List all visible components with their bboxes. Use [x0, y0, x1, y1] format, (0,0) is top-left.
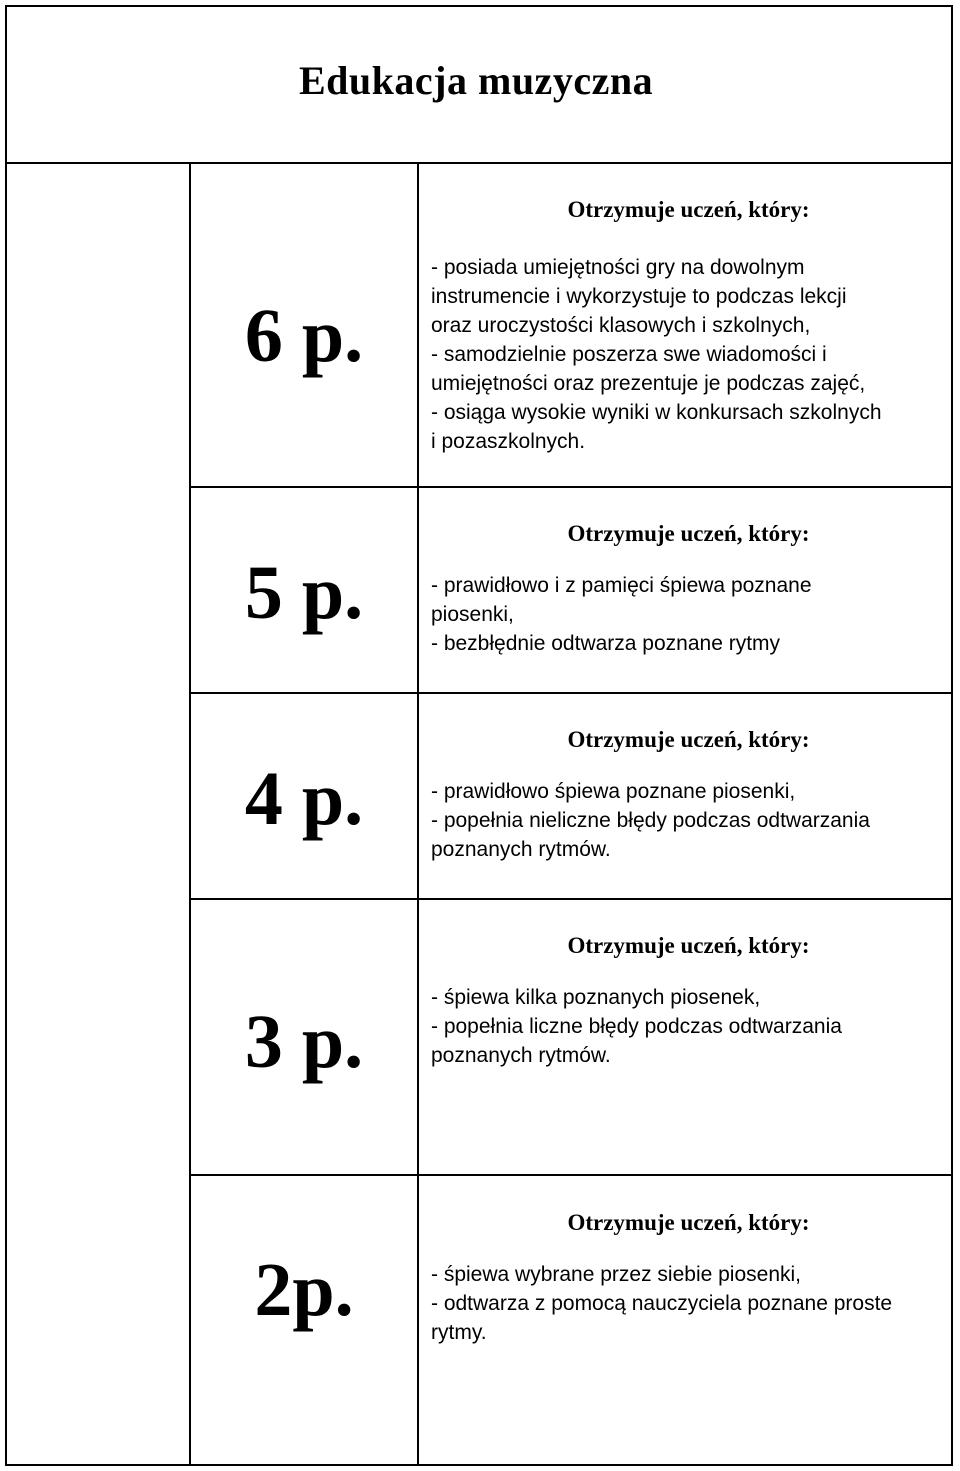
criteria-line: umiejętności oraz prezentuje je podczas zajęć, [431, 372, 866, 395]
criteria-body [431, 253, 946, 456]
criteria-line: instrumencie i wykorzystuje to podczas lekcji [431, 285, 847, 308]
row-divider [189, 692, 951, 694]
criteria-line: poznanych rytmów. [431, 838, 611, 861]
grading-table [5, 5, 953, 1466]
criteria-line: i pozaszkolnych. [431, 430, 586, 453]
criteria-header: Otrzymuje uczeń, który: [567, 727, 810, 752]
title-row [7, 7, 951, 164]
grade-6: 6 p. [244, 294, 364, 378]
criteria-line: - prawidłowo śpiewa poznane piosenki, [431, 780, 796, 803]
row-divider [189, 898, 951, 900]
criteria-line: rytmy. [431, 1321, 487, 1344]
criteria-header: Otrzymuje uczeń, który: [567, 1210, 810, 1235]
criteria-line: piosenki, [431, 603, 514, 626]
criteria-body [431, 777, 946, 864]
criteria-5 [431, 521, 946, 658]
criteria-2 [431, 1210, 946, 1347]
criteria-body [431, 571, 946, 658]
criteria-line: - odtwarza z pomocą nauczyciela poznane proste [431, 1292, 893, 1315]
criteria-header: Otrzymuje uczeń, który: [567, 521, 810, 546]
criteria-line: - osiąga wysokie wyniki w konkursach szkolnych [431, 401, 882, 424]
criteria-line: - popełnia nieliczne błędy podczas odtwarzania [431, 809, 870, 832]
grade-3: 3 p. [244, 1000, 364, 1084]
row-divider [189, 486, 951, 488]
grade-5: 5 p. [244, 551, 364, 635]
row-divider [189, 1174, 951, 1176]
criteria-6 [431, 197, 946, 456]
page-title: Edukacja muzyczna [299, 58, 654, 103]
criteria-line: oraz uroczystości klasowych i szkolnych, [431, 314, 811, 337]
criteria-body [431, 983, 946, 1070]
grade-4: 4 p. [244, 757, 364, 841]
grade-2: 2p. [254, 1248, 354, 1332]
criteria-line: - bezbłędnie odtwarza poznane rytmy [431, 632, 781, 655]
criteria-4 [431, 727, 946, 864]
criteria-line: - samodzielnie poszerza swe wiadomości i [431, 343, 827, 366]
criteria-line: poznanych rytmów. [431, 1044, 611, 1067]
criteria-line: - popełnia liczne błędy podczas odtwarzania [431, 1015, 842, 1038]
criteria-line: - śpiewa wybrane przez siebie piosenki, [431, 1263, 802, 1286]
criteria-header: Otrzymuje uczeń, który: [567, 933, 810, 958]
criteria-line: - posiada umiejętności gry na dowolnym [431, 256, 805, 279]
criteria-line: - prawidłowo i z pamięci śpiewa poznane [431, 574, 812, 597]
criteria-3 [431, 933, 946, 1070]
criteria-line: - śpiewa kilka poznanych piosenek, [431, 986, 761, 1009]
criteria-body [431, 1260, 946, 1347]
criteria-header: Otrzymuje uczeń, który: [567, 197, 810, 222]
